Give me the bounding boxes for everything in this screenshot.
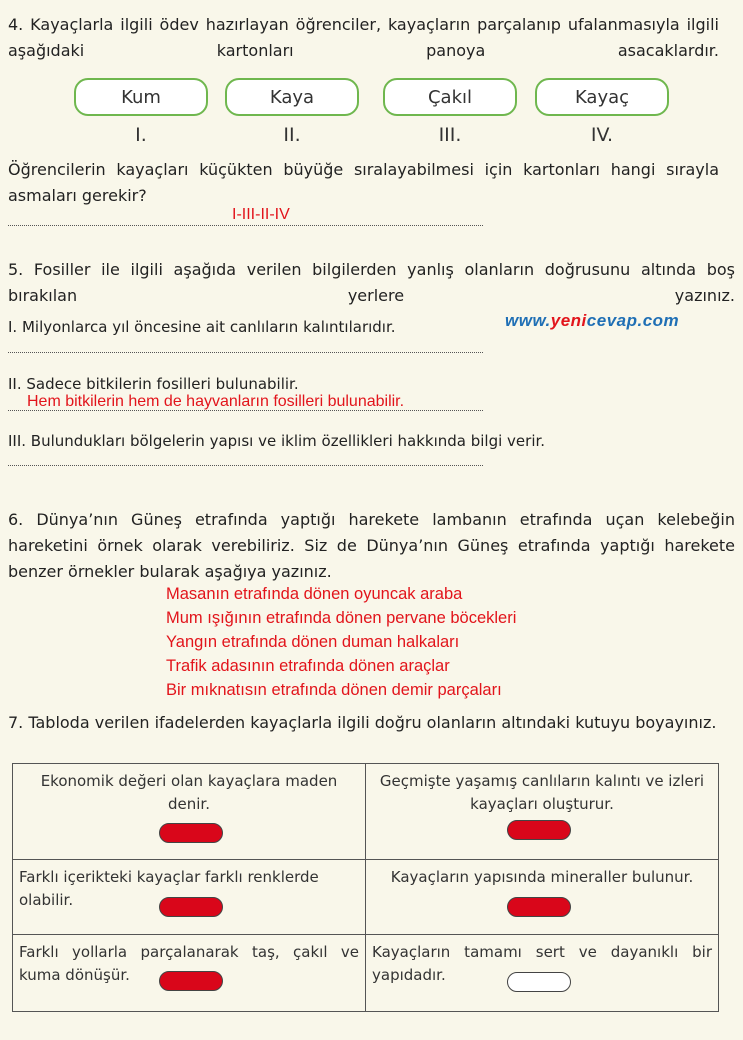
roman-label-2: II. xyxy=(283,124,301,146)
q7-cell-4-text: Kayaçların yapısında mineraller bulunur. xyxy=(390,868,694,886)
q7-paint-box-5[interactable] xyxy=(159,971,223,991)
roman-label-4: IV. xyxy=(590,124,614,146)
q7-paint-box-4[interactable] xyxy=(507,897,571,917)
q4-text: 4. Kayaçlarla ilgili ödev hazırlayan öğrenciler, kayaçların parçalanıp ufalanmasıyla ilgili aşağıdaki kartonları panoya asacaklardır. xyxy=(8,15,719,60)
q6-answer-5: Bir mıknatısın etrafında dönen demir parçaları xyxy=(166,681,502,699)
q4-question: Öğrencilerin kayaçları küçükten büyüğe sıralayabilmesi için kartonları hangi sırayla asmaları gerekir? xyxy=(8,160,719,205)
q7-paint-box-2[interactable] xyxy=(507,820,571,840)
q5-text: 5. Fosiller ile ilgili aşağıda verilen bilgilerden yanlış olanların doğrusunu altında boş bırakılan yerlere yazınız. xyxy=(8,260,735,305)
q7-paint-box-3[interactable] xyxy=(159,897,223,917)
q4-answer: I-III-II-IV xyxy=(232,206,290,223)
card-kaya: Kaya xyxy=(225,78,359,116)
q5-item-2: II. Sadece bitkilerin fosilleri bulunabilir. xyxy=(8,375,299,393)
q6-answer-1: Masanın etrafında dönen oyuncak araba xyxy=(166,585,463,603)
q6-answer-3: Yangın etrafında dönen duman halkaları xyxy=(166,633,460,651)
q7-text: 7. Tabloda verilen ifadelerden kayaçlarla ilgili doğru olanların altındaki kutuyu boyayınız. xyxy=(8,713,717,732)
q5-line-3 xyxy=(8,465,483,466)
q7-cell-6-text: Kayaçların tamamı sert ve dayanıklı bir yapıdadır. xyxy=(372,943,712,984)
q7-cell-3-text: Farklı içerikteki kayaçlar farklı renklerde olabilir. xyxy=(19,868,319,909)
watermark-brand-b: cevap xyxy=(586,311,638,330)
q7-cell-5-text: Farklı yollarla parçalanarak taş, çakıl ve kuma dönüşür. xyxy=(19,943,359,984)
q7-cell-3 xyxy=(13,860,366,935)
q6-answer-4: Trafik adasının etrafında dönen araçlar xyxy=(166,657,450,675)
q7-paint-box-6[interactable] xyxy=(507,972,571,992)
q7-cell-4 xyxy=(366,860,719,935)
roman-label-3: III. xyxy=(438,124,462,146)
q7-cell-2-text: Geçmişte yaşamış canlıların kalıntı ve izleri kayaçları oluşturur. xyxy=(379,772,705,813)
q7-cell-1 xyxy=(13,764,366,860)
watermark-brand-a: yeni xyxy=(550,311,587,330)
q6-text: 6. Dünya’nın Güneş etrafında yaptığı harekete lambanın etrafında uçan kelebeğin hareketini örnek olarak verebiliriz. Siz de Dünya’nın Güneş etrafında yaptığı harekete benzer örnekler bularak aşağıya yazınız. xyxy=(8,510,735,581)
roman-label-1: I. xyxy=(135,124,147,146)
q7-cell-1-text: Ekonomik değeri olan kayaçlara maden denir. xyxy=(40,772,338,813)
q5-item-1: I. Milyonlarca yıl öncesine ait canlıların kalıntılarıdır. xyxy=(8,318,396,336)
q5-item-3: III. Bulundukları bölgelerin yapısı ve iklim özellikleri hakkında bilgi verir. xyxy=(8,432,546,450)
card-cakil: Çakıl xyxy=(383,78,517,116)
q7-cell-5 xyxy=(13,935,366,1012)
watermark-prefix: www. xyxy=(505,311,551,330)
watermark-suffix: .com xyxy=(637,311,680,330)
q5-line-1 xyxy=(8,352,483,353)
q7-table xyxy=(12,763,719,1012)
q7-cell-2 xyxy=(366,764,719,860)
q7-cell-6 xyxy=(366,935,719,1012)
q6-answer-2: Mum ışığının etrafında dönen pervane böcekleri xyxy=(166,609,517,627)
card-kayac: Kayaç xyxy=(535,78,669,116)
q5-answer-2: Hem bitkilerin hem de hayvanların fosilleri bulunabilir. xyxy=(27,393,405,410)
card-kum: Kum xyxy=(74,78,208,116)
q5-line-2 xyxy=(8,410,483,411)
q4-answer-line xyxy=(8,225,483,226)
watermark xyxy=(505,311,679,331)
q7-paint-box-1[interactable] xyxy=(159,823,223,843)
